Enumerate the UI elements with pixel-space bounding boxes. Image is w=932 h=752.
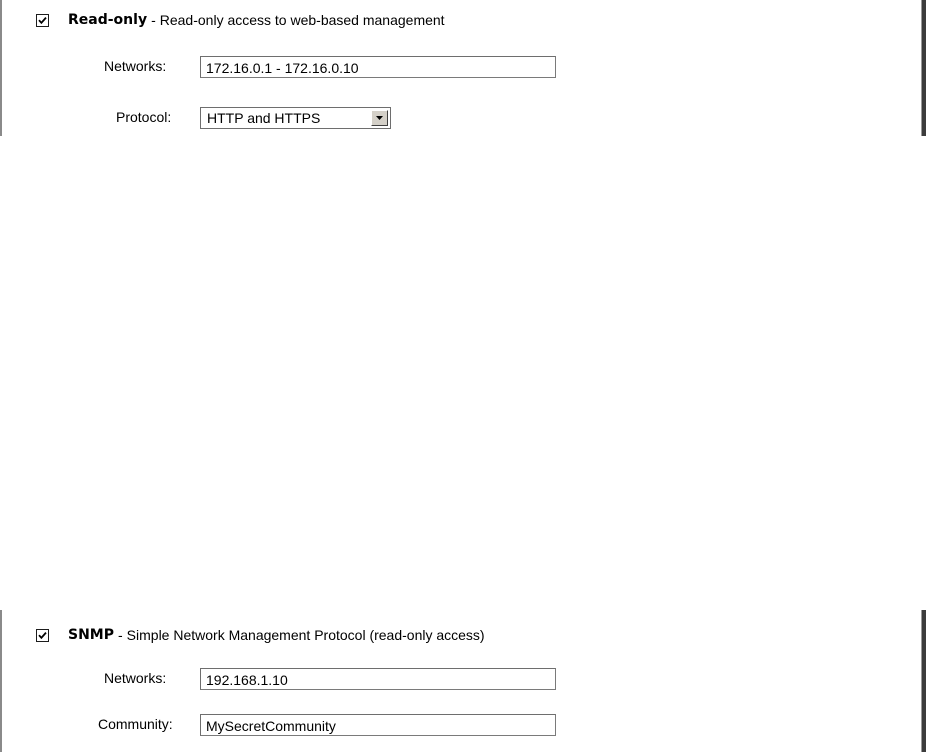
read-only-description: Read-only access to web-based management [159,12,445,28]
checkmark-icon [38,631,47,640]
panel-right-border [921,0,926,136]
snmp-checkbox[interactable] [36,629,49,642]
dropdown-arrow-button[interactable] [371,110,388,126]
read-only-protocol-value: HTTP and HTTPS [207,110,321,126]
snmp-title: SNMP [68,627,114,643]
read-only-networks-label: Networks: [104,58,167,74]
snmp-separator: - [118,627,123,643]
checkmark-icon [38,16,47,25]
snmp-description: Simple Network Management Protocol (read-only access) [126,627,485,643]
snmp-networks-label: Networks: [104,670,167,686]
read-only-protocol-label: Protocol: [116,109,172,125]
read-only-panel [0,0,932,136]
snmp-networks-input[interactable] [200,668,556,690]
snmp-community-input[interactable] [200,714,556,736]
snmp-networks-row [0,668,600,690]
read-only-protocol-row [0,107,600,129]
read-only-checkbox[interactable] [36,14,49,27]
read-only-header [36,11,445,29]
snmp-community-label: Community: [98,716,173,732]
read-only-networks-row [0,56,600,78]
snmp-header [36,626,485,644]
snmp-panel [0,610,932,752]
read-only-title: Read-only [68,12,148,28]
chevron-down-icon [376,116,383,120]
snmp-community-row [0,714,600,736]
read-only-protocol-select[interactable] [200,107,391,129]
panel-right-border [921,610,926,752]
read-only-networks-input[interactable] [200,56,556,78]
read-only-separator: - [151,12,156,28]
